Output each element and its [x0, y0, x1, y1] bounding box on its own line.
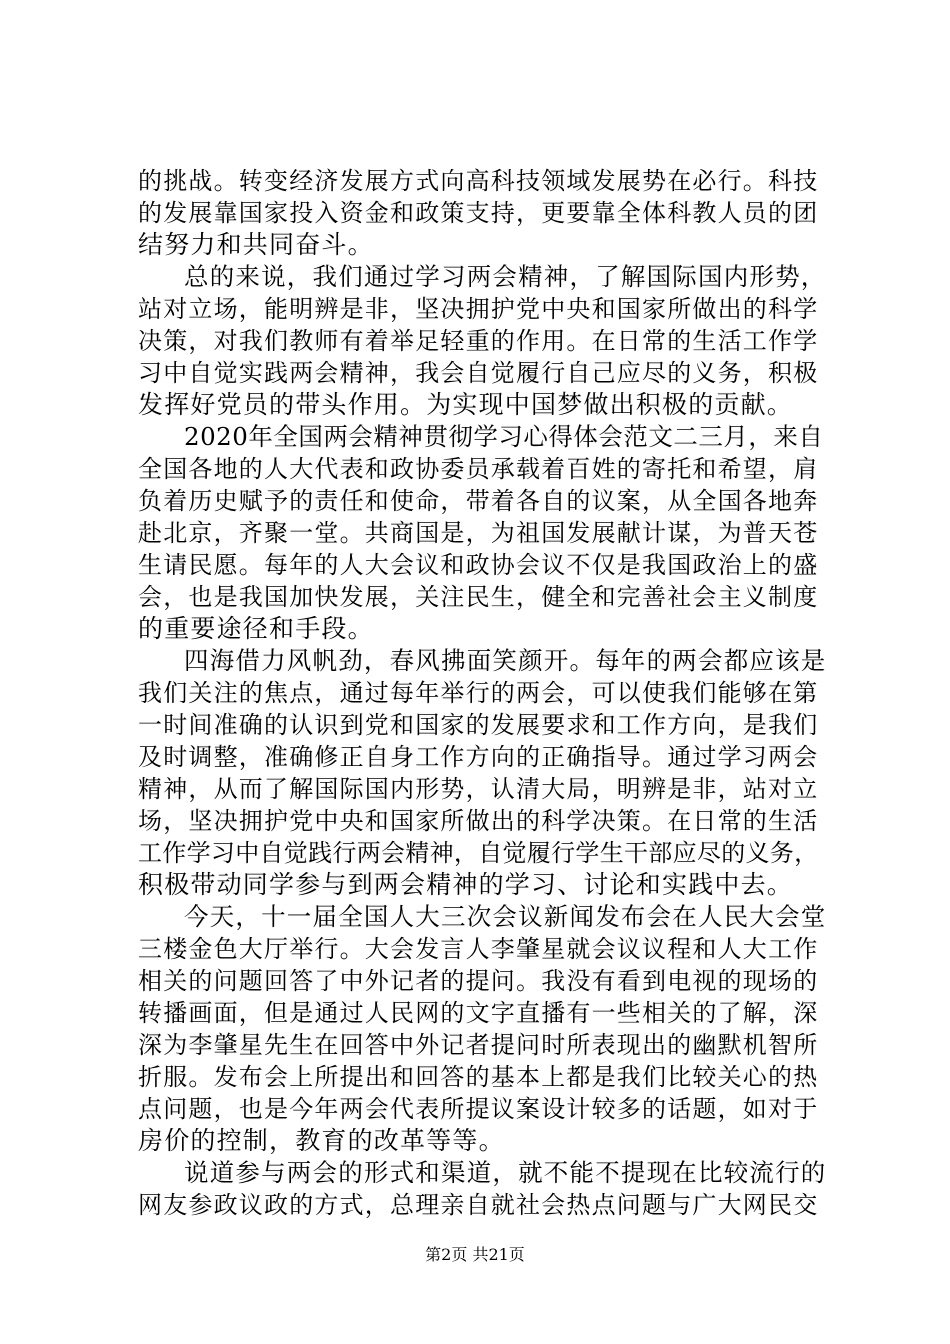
text-line: 站对立场，能明辨是非，坚决拥护党中央和国家所做出的科学	[138, 295, 819, 323]
text-line: 折服。发布会上所提出和回答的基本上都是我们比较关心的热	[138, 1063, 819, 1091]
text-line: 我们关注的焦点，通过每年举行的两会，可以使我们能够在第	[138, 679, 819, 707]
text-line: 精神，从而了解国际国内形势，认清大局，明辨是非，站对立	[138, 775, 819, 803]
text-line: 赴北京，齐聚一堂。共商国是，为祖国发展献计谋，为普天苍	[138, 519, 819, 547]
text-line: 的重要途径和手段。	[138, 614, 374, 643]
text-line: 生请民愿。每年的人大会议和政协会议不仅是我国政治上的盛	[138, 551, 819, 579]
text-line: 结努力和共同奋斗。	[138, 230, 374, 259]
text-line: 相关的问题回答了中外记者的提问。我没有看到电视的现场的	[138, 967, 819, 995]
text-line: 习中自觉实践两会精神，我会自觉履行自己应尽的义务，积极	[138, 359, 819, 387]
paragraph-first-line: 说道参与两会的形式和渠道，就不能不提现在比较流行的	[184, 1158, 827, 1187]
text-line: 全国各地的人大代表和政协委员承载着百姓的寄托和希望，肩	[138, 455, 819, 483]
text-line: 转播画面，但是通过人民网的文字直播有一些相关的了解，深	[138, 999, 819, 1027]
paragraph-first-line: 2020年全国两会精神贯彻学习心得体会范文二三月，来自	[184, 422, 824, 451]
text-line: 点问题，也是今年两会代表所提议案设计较多的话题，如对于	[138, 1095, 819, 1123]
text-line: 积极带动同学参与到两会精神的学习、讨论和实践中去。	[138, 870, 794, 899]
text-line: 决策，对我们教师有着举足轻重的作用。在日常的生活工作学	[138, 327, 819, 355]
paragraph-first-line: 四海借力风帆劲，春风拂面笑颜开。每年的两会都应该是	[184, 646, 827, 675]
page-footer: 第2页 共21页	[425, 1245, 525, 1264]
text-line: 场，坚决拥护党中央和国家所做出的科学决策。在日常的生活	[138, 807, 819, 835]
text-line: 房价的控制，教育的改革等等。	[138, 1126, 505, 1155]
text-line: 会，也是我国加快发展，关注民生，健全和完善社会主义制度	[138, 583, 819, 611]
paragraph-first-line: 总的来说，我们通过学习两会精神，了解国际国内形势，	[184, 262, 827, 291]
text-line: 负着历史赋予的责任和使命，带着各自的议案，从全国各地奔	[138, 487, 819, 515]
text-line: 的挑战。转变经济发展方式向高科技领域发展势在必行。科技	[138, 167, 819, 195]
text-line: 的发展靠国家投入资金和政策支持，更要靠全体科教人员的团	[138, 199, 819, 227]
text-line: 深为李肇星先生在回答中外记者提问时所表现出的幽默机智所	[138, 1031, 819, 1059]
paragraph-first-line: 今天，十一届全国人大三次会议新闻发布会在人民大会堂	[184, 902, 827, 931]
text-line: 一时间准确的认识到党和国家的发展要求和工作方向，是我们	[138, 711, 819, 739]
text-line: 及时调整，准确修正自身工作方向的正确指导。通过学习两会	[138, 743, 819, 771]
text-line: 三楼金色大厅举行。大会发言人李肇星就会议议程和人大工作	[138, 935, 819, 963]
text-line: 网友参政议政的方式，总理亲自就社会热点问题与广大网民交	[138, 1191, 819, 1219]
text-line: 发挥好党员的带头作用。为实现中国梦做出积极的贡献。	[138, 390, 794, 419]
text-line: 工作学习中自觉践行两会精神，自觉履行学生干部应尽的义务，	[138, 839, 819, 867]
